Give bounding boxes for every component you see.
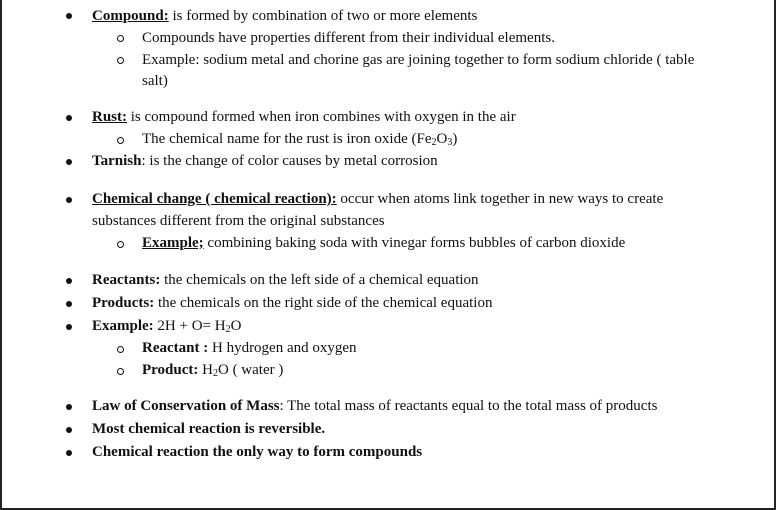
compound-sub2-line1: Example: sodium metal and chorine gas are joining together to form sodium chloride ( table	[142, 52, 695, 68]
products-line	[92, 294, 492, 312]
bullet-icon	[66, 324, 72, 330]
bullet-icon	[66, 197, 72, 203]
chemical-change-line2: substances different from the original substances	[92, 213, 385, 229]
reactants-line	[92, 271, 479, 289]
compound-line	[92, 7, 477, 25]
sub-bullet-icon	[117, 137, 124, 144]
rust-sub1	[142, 130, 457, 148]
bullet-icon	[66, 450, 72, 456]
only-way-text: Chemical reaction the only way to form compounds	[92, 444, 423, 460]
chemical-change-text: occur when atoms link together in new ways to create	[336, 191, 664, 207]
compound-sub1: Compounds have properties different from their individual elements.	[142, 30, 555, 46]
example-reactant	[142, 339, 357, 357]
tarnish-term: Tarnish	[92, 153, 142, 169]
chemical-change-example-text: combining baking soda with vinegar forms bubbles of carbon dioxide	[203, 235, 626, 251]
sub-bullet-icon	[117, 346, 124, 353]
products-term: Products:	[92, 295, 155, 311]
products-text: the chemicals on the right side of the chemical equation	[154, 295, 493, 311]
rust-text: is compound formed when iron combines with oxygen in the air	[127, 109, 516, 125]
rust-term: Rust:	[92, 109, 128, 125]
chemical-change-term: Chemical change ( chemical reaction):	[92, 191, 337, 207]
example-equation-b: O	[230, 318, 242, 334]
example-reactant-text: H hydrogen and oxygen	[208, 340, 357, 356]
reactants-term: Reactants:	[92, 272, 161, 288]
rust-sub1-text: The chemical name for the rust is iron oxide (Fe	[142, 131, 432, 147]
rust-sub1-subscript-a: 2	[431, 137, 437, 148]
example-reactant-term: Reactant :	[142, 340, 209, 356]
example-line	[92, 317, 241, 335]
reversible-text: Most chemical reaction is reversible.	[92, 421, 326, 437]
bullet-icon	[66, 13, 72, 19]
sub-bullet-icon	[117, 35, 124, 42]
bullet-icon	[66, 427, 72, 433]
law-text: : The total mass of reactants equal to the total mass of products	[279, 398, 658, 414]
compound-sub2-line2: salt)	[142, 73, 168, 89]
compound-term: Compound:	[92, 8, 169, 24]
rust-sub1-mid: O	[436, 131, 448, 147]
sub-bullet-icon	[117, 57, 124, 64]
bullet-icon	[66, 115, 72, 121]
rust-line	[92, 108, 516, 126]
bullet-icon	[66, 404, 72, 410]
example-product-text-a: H	[198, 362, 213, 378]
only-way-line	[92, 443, 422, 461]
law-term: Law of Conservation of Mass	[92, 398, 280, 414]
law-line	[92, 397, 657, 415]
rust-sub1-end: )	[452, 131, 458, 147]
example-product-subscript: 2	[212, 368, 218, 379]
sub-bullet-icon	[117, 241, 124, 248]
tarnish-line	[92, 152, 438, 170]
chemical-change-example	[142, 234, 625, 252]
example-equation-a: 2H + O= H	[153, 318, 226, 334]
reversible-line	[92, 420, 325, 438]
sub-bullet-icon	[117, 368, 124, 375]
bullet-icon	[66, 278, 72, 284]
chemical-change-line	[92, 190, 663, 208]
reactants-text: the chemicals on the left side of a chemical equation	[160, 272, 479, 288]
example-product	[142, 361, 283, 379]
example-equation-subscript: 2	[225, 324, 231, 335]
example-term: Example:	[92, 318, 154, 334]
compound-text: is formed by combination of two or more elements	[168, 8, 478, 24]
chemical-change-example-term: Example;	[142, 235, 204, 251]
example-product-term: Product:	[142, 362, 199, 378]
tarnish-text: : is the change of color causes by metal corrosion	[141, 153, 438, 169]
bullet-icon	[66, 159, 72, 165]
rust-sub1-subscript-b: 3	[447, 137, 453, 148]
example-product-text-b: O ( water )	[217, 362, 284, 378]
bullet-icon	[66, 301, 72, 307]
